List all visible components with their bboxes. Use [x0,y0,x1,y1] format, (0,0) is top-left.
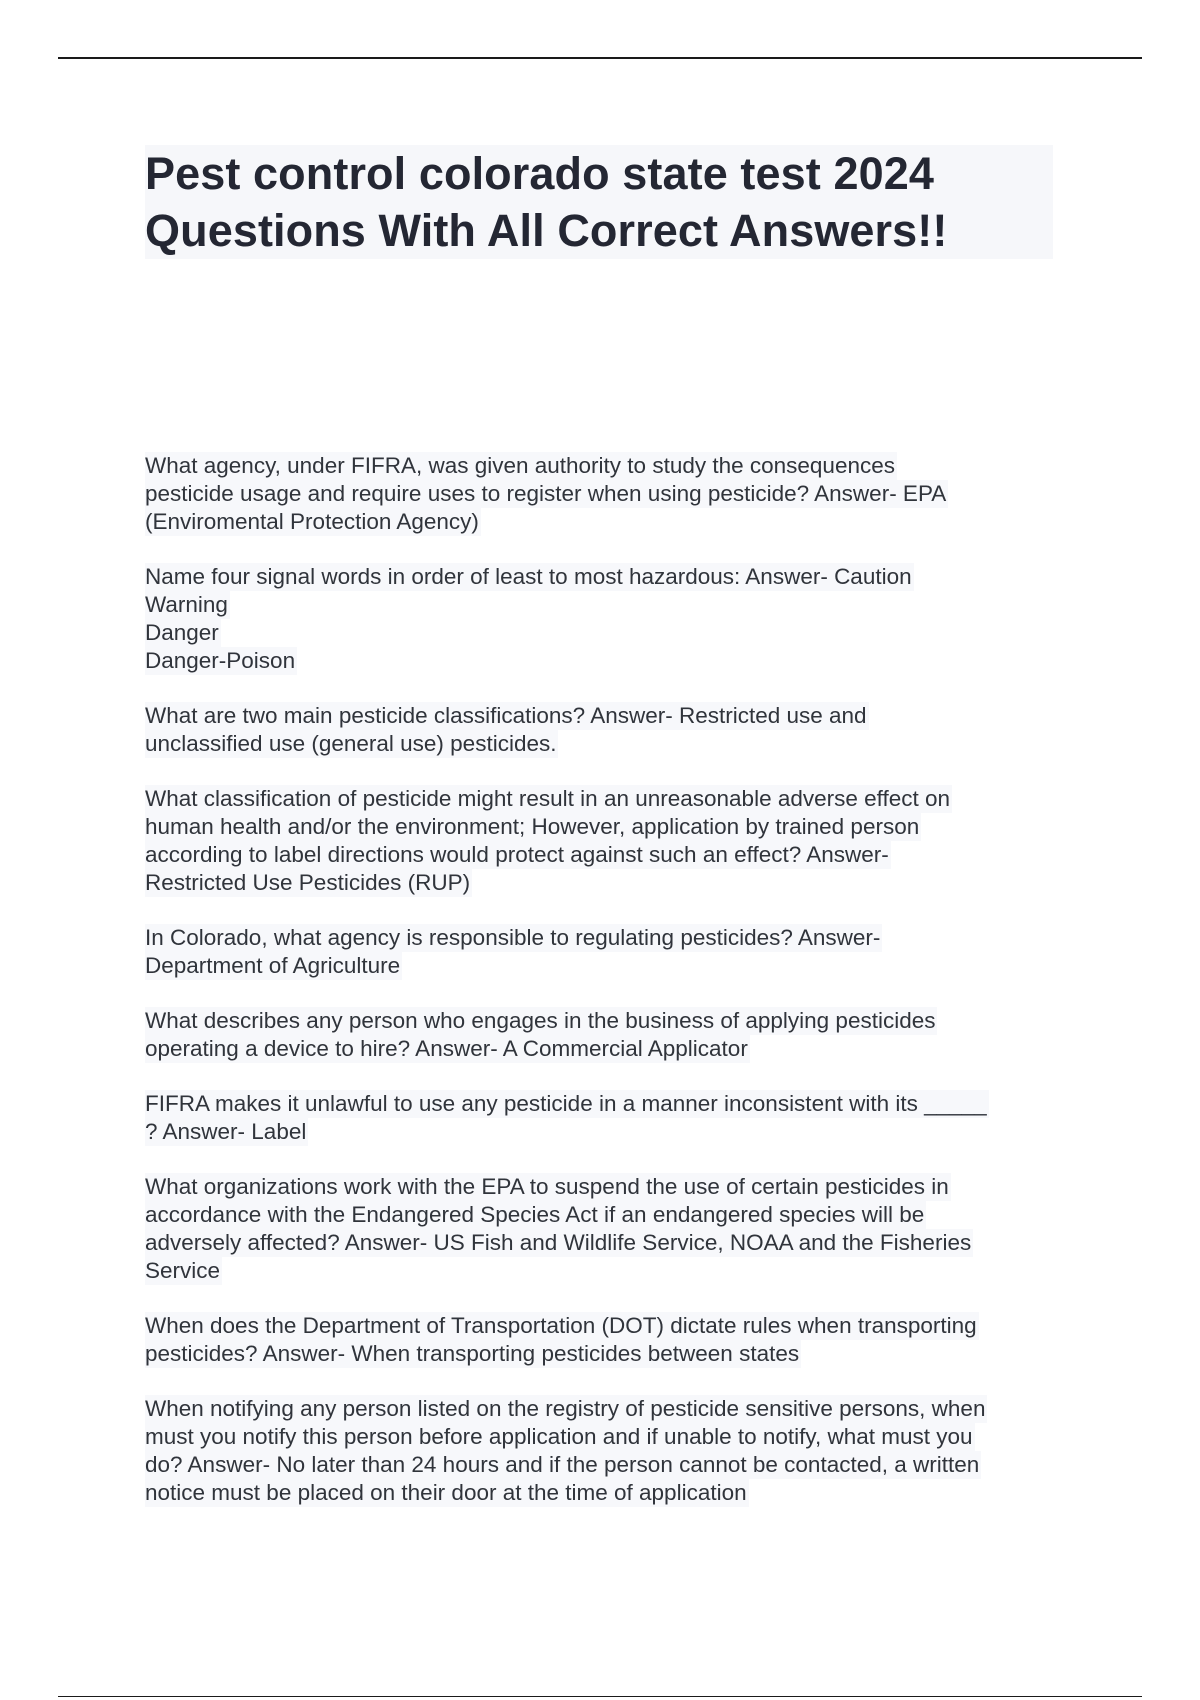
top-rule [58,57,1142,59]
qa-line: according to label directions would protect against such an effect? Answer- [145,842,889,867]
qa-line: What classification of pesticide might result in an unreasonable adverse effect on [145,786,951,811]
qa-line: In Colorado, what agency is responsible to regulating pesticides? Answer- [145,925,881,950]
qa-item [145,563,1065,675]
qa-line: What are two main pesticide classifications? Answer- Restricted use and [145,703,867,728]
qa-line: When does the Department of Transportation (DOT) dictate rules when transporting [145,1313,977,1338]
qa-line: Danger [145,620,219,645]
qa-line: Danger-Poison [145,648,296,673]
qa-line: pesticides? Answer- When transporting pesticides between states [145,1341,800,1366]
title-line: Questions With All Correct Answers!! [145,205,948,256]
title-line: Pest control colorado state test 2024 [145,148,934,199]
qa-line: What describes any person who engages in the business of applying pesticides [145,1008,936,1033]
qa-item [145,924,1065,980]
qa-line: ? Answer- Label [145,1119,307,1144]
qa-line: Name four signal words in order of least to most hazardous: Answer- Caution [145,564,912,589]
qa-item [145,785,1065,897]
qa-item [145,1007,1065,1063]
qa-line: notice must be placed on their door at the time of application [145,1480,747,1505]
qa-line: operating a device to hire? Answer- A Commercial Applicator [145,1036,748,1061]
qa-line: What agency, under FIFRA, was given authority to study the consequences [145,453,895,478]
qa-line: Service [145,1258,221,1283]
qa-line: Restricted Use Pesticides (RUP) [145,870,471,895]
qa-item [145,1173,1065,1285]
qa-line: unclassified use (general use) pesticides. [145,731,557,756]
qa-line: Warning [145,592,228,617]
qa-line: must you notify this person before application and if unable to notify, what must you [145,1424,973,1449]
qa-line: pesticide usage and require uses to register when using pesticide? Answer- EPA [145,481,947,506]
qa-line: do? Answer- No later than 24 hours and if the person cannot be contacted, a written [145,1452,980,1477]
document-title [145,145,1053,259]
qa-line: accordance with the Endangered Species Act if an endangered species will be [145,1202,925,1227]
qa-line: What organizations work with the EPA to suspend the use of certain pesticides in [145,1174,949,1199]
qa-item [145,1395,1065,1507]
qa-line: When notifying any person listed on the registry of pesticide sensitive persons, when [145,1396,986,1421]
qa-line: Department of Agriculture [145,953,401,978]
qa-item [145,452,1065,536]
bottom-rule [58,1696,1142,1697]
qa-item [145,1312,1065,1368]
qa-list [145,452,1065,1534]
qa-line: human health and/or the environment; However, application by trained person [145,814,920,839]
qa-line: FIFRA makes it unlawful to use any pesticide in a manner inconsistent with its _____ [145,1091,987,1116]
qa-item [145,702,1065,758]
qa-line: (Enviromental Protection Agency) [145,509,479,534]
qa-item [145,1090,1065,1146]
qa-line: adversely affected? Answer- US Fish and Wildlife Service, NOAA and the Fisheries [145,1230,972,1255]
